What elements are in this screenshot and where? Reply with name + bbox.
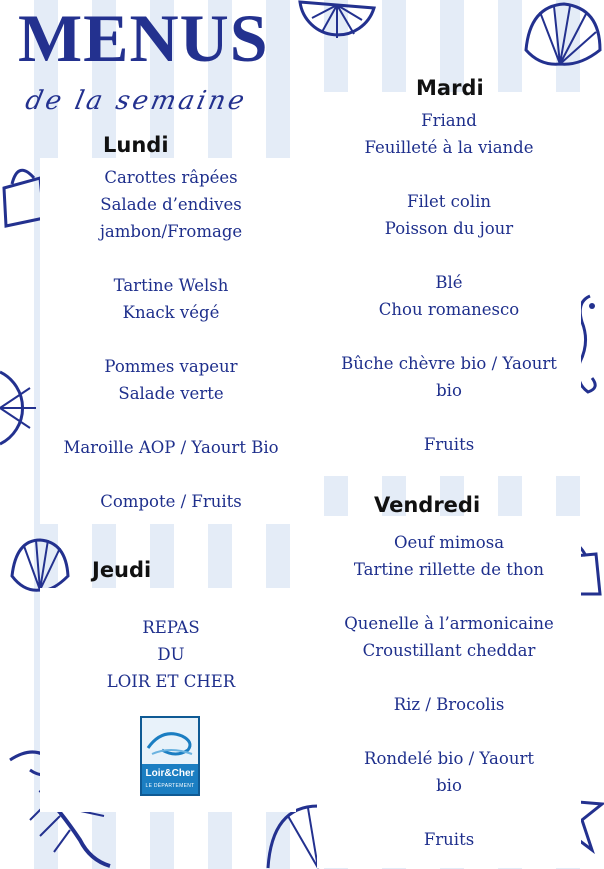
menu-line bbox=[40, 326, 302, 353]
menu-line: Compote / Fruits bbox=[100, 492, 242, 511]
logo-emblem bbox=[142, 718, 198, 764]
menu-line: Knack végé bbox=[122, 303, 220, 322]
logo-swirl-icon bbox=[142, 718, 198, 764]
menu-line: LOIR ET CHER bbox=[106, 672, 236, 691]
menu-line bbox=[317, 404, 581, 431]
menu-line bbox=[40, 245, 302, 272]
day-heading-mardi: Mardi bbox=[416, 76, 484, 100]
menu-line: Croustillant cheddar bbox=[362, 641, 536, 660]
menu-line: Fruits bbox=[423, 830, 475, 849]
menu-line bbox=[40, 407, 302, 434]
menu-line: Friand bbox=[421, 111, 477, 130]
menu-line: Filet colin bbox=[407, 192, 491, 211]
menu-line bbox=[317, 583, 581, 610]
menu-line bbox=[317, 242, 581, 269]
day-heading-jeudi: Jeudi bbox=[92, 558, 152, 582]
menu-line: Fruits bbox=[423, 435, 475, 454]
menu-line: Salade d’endives bbox=[100, 195, 242, 214]
menu-vendredi bbox=[317, 529, 581, 853]
menu-line: Quenelle à l’armonicaine bbox=[344, 614, 554, 633]
menu-line: bio bbox=[436, 776, 462, 795]
menu-jeudi bbox=[40, 614, 302, 695]
menu-line: Tartine rillette de thon bbox=[353, 560, 545, 579]
menu-line bbox=[40, 461, 302, 488]
menu-line: Maroille AOP / Yaourt Bio bbox=[63, 438, 279, 457]
menu-line: Poisson du jour bbox=[384, 219, 514, 238]
loir-et-cher-logo bbox=[140, 716, 200, 796]
menu-line: Feuilleté à la viande bbox=[364, 138, 534, 157]
menu-line: Salade verte bbox=[118, 384, 224, 403]
menu-line: Chou romanesco bbox=[378, 300, 520, 319]
shell-icon bbox=[520, 0, 604, 72]
day-heading-vendredi: Vendredi bbox=[374, 493, 481, 517]
page-title: MENUS bbox=[18, 0, 269, 76]
menu-line: Riz / Brocolis bbox=[393, 695, 505, 714]
menu-line: jambon/Fromage bbox=[99, 222, 243, 241]
menu-line: DU bbox=[157, 645, 185, 664]
menu-line: Bûche chèvre bio / Yaourt bbox=[341, 354, 557, 373]
page-subtitle: de la semaine bbox=[22, 86, 250, 116]
logo-name: Loir&Cher bbox=[145, 768, 195, 779]
menu-line bbox=[317, 799, 581, 826]
lemon-slice-icon bbox=[0, 368, 42, 448]
day-heading-lundi: Lundi bbox=[103, 133, 169, 157]
menu-line: REPAS bbox=[142, 618, 200, 637]
menu-line: Oeuf mimosa bbox=[393, 533, 505, 552]
logo-tagline: LE DÉPARTEMENT bbox=[145, 783, 195, 789]
menu-line bbox=[317, 323, 581, 350]
menu-lundi bbox=[40, 164, 302, 515]
menu-line: Blé bbox=[435, 273, 463, 292]
menu-line: Pommes vapeur bbox=[104, 357, 238, 376]
menu-line: bio bbox=[436, 381, 462, 400]
menu-line: Rondelé bio / Yaourt bbox=[364, 749, 534, 768]
menu-line bbox=[317, 718, 581, 745]
lemon-slice-icon bbox=[292, 0, 382, 50]
shell-icon bbox=[8, 536, 72, 596]
menu-line: Tartine Welsh bbox=[113, 276, 229, 295]
menu-line: Carottes râpées bbox=[104, 168, 238, 187]
menu-line bbox=[317, 664, 581, 691]
menu-mardi bbox=[317, 107, 581, 458]
menu-line bbox=[317, 161, 581, 188]
